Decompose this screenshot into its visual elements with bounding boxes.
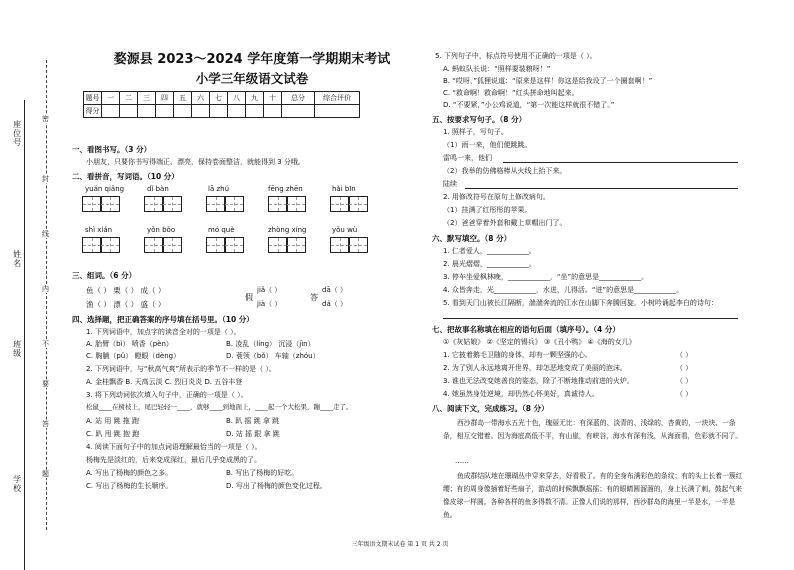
tianzige-box[interactable] <box>82 237 120 253</box>
question-3-sentence: 松鼠____在树枝上，尾巴轻轻一____，就够____到地面上，____起一个大松果，蹦____走了。 <box>86 403 353 411</box>
story-item: 4. 她虽然身处逆境，却仍然心怀美好，真诚待人。 <box>443 390 599 398</box>
pinyin-label: yuán qiǎng <box>85 185 125 193</box>
score-header-cell: 总分 <box>282 92 315 105</box>
question-3: 3. 将下列动词依次填入句子中，正确的一项是（ ）。 <box>86 391 248 399</box>
score-header-cell: 题号 <box>84 92 102 105</box>
section-1-title: 一、看图书写。（3 分） <box>72 145 152 154</box>
score-cell[interactable] <box>315 105 360 118</box>
task-text: （2）爸爸穿着外套和戴上草帽出门了。 <box>443 219 567 227</box>
reading-paragraph: 鱼成群结队地在珊瑚丛中穿来穿去，好看极了。有的全身布满彩色的条纹；有的头上长着一簇红缨；有的周身像插着好些扇子，游动的时候飘飘摇摇；有的眼睛圆溜溜的，身上长满了刺，鼓起气来像皮球一样圆。各种各样的鱼多得数不清。正像人们说的那样，西沙群岛的海里一半是水，一半是鱼。 <box>443 472 743 519</box>
score-cell[interactable] <box>228 105 246 118</box>
tianzige-box[interactable] <box>330 237 368 253</box>
question-5: 5. 下列句子中，标点符号使用不正确的一项是（ ）。 <box>435 52 597 60</box>
tianzige-box[interactable] <box>144 196 182 212</box>
answer-paren[interactable]: （ ） <box>676 364 693 372</box>
polyphone-reading: jiǎ（ ） <box>257 286 282 294</box>
option: A. 胎臂（bì） 喷香（pèn） <box>86 340 173 348</box>
answer-prefix: 雷鸣一来，他们 <box>443 154 492 162</box>
seal-char: 线 <box>42 230 49 238</box>
question-4: 4. 阅读下面句子中的加点词语理解最恰当的一项是（ ）。 <box>86 443 262 451</box>
answer-line[interactable] <box>503 162 738 163</box>
option: C. 趴 甩 跳 抱 跑 <box>86 430 140 438</box>
question-1: 1. 下列词语中，加点字的读音全对的一项是（ ）。 <box>86 328 241 336</box>
answer-prefix: 陆续 <box>443 180 457 188</box>
tianzige-box[interactable] <box>144 237 182 253</box>
task-text: （1）挂满了红彤彤的苹果。 <box>443 206 532 214</box>
reading-paragraph: 西沙群岛一带海水五光十色，瑰丽无比：有深蓝的、淡青的、浅绿的、杏黄的，一块块、一条条，相互交错着。因为海底高低不平，有山崖，有峡谷，海水有深有浅，从海面看，色彩就不同了。 <box>443 419 743 440</box>
score-header-cell: 八 <box>228 92 246 105</box>
story-item: 3. 谁也无法改变她善良的姿态，除了不断地推动前进的火炉。 <box>443 377 634 385</box>
task-text: （2）我举的仿佛格棒从火线上抬下来。 <box>443 167 567 175</box>
name-label: 姓名 <box>12 250 22 268</box>
score-cell[interactable] <box>246 105 264 118</box>
seal-char: 内 <box>42 285 49 293</box>
fill-blank: 1. 仁者爱人，____________。 <box>443 247 536 255</box>
answer-paren[interactable]: （ ） <box>676 377 693 385</box>
fill-blank: 5. 看到天门山被长江隔断，湍湍奔流的江水在山脚下奔腾回旋，小树吟诵起李白的诗句： <box>443 299 718 307</box>
section-8-title: 八、阅读下文，完成练习。（8 分） <box>432 404 549 413</box>
option: A. 写出了杨梅的颜色之多。 <box>86 469 173 477</box>
story-options: ①《灰姑娘》 ②《坚定的锡兵》 ③《丑小鸭》 ④《海的女儿》 <box>443 338 636 346</box>
score-header-cell: 三 <box>138 92 156 105</box>
pinyin-label: hǎi bīn <box>332 185 356 193</box>
option: D. 站 摇 跟 拿 跳 <box>226 430 280 438</box>
option: D. “不要紧，”小公鸡说道，“第一次能这样就很不错了。” <box>443 101 615 109</box>
tianzige-box[interactable] <box>206 237 244 253</box>
fill-blank: 2. 晨光熠熠，____________。 <box>443 260 536 268</box>
exam-title: 婺源县 2023～2024 学年度第一学期期末考试 <box>113 52 391 67</box>
score-cell[interactable] <box>174 105 192 118</box>
score-cell[interactable] <box>120 105 138 118</box>
score-cell[interactable] <box>156 105 174 118</box>
task-text: 2. 用修改符号在原句上修改病句。 <box>443 193 550 201</box>
seal-char: 答 <box>42 420 49 428</box>
option: B. 凌乱（líng） 沉浸（jìn） <box>226 340 315 348</box>
section-4-title: 四、选择题，把正确答案的序号填在括号里。（10 分） <box>72 315 254 324</box>
answer-paren[interactable]: （ ） <box>676 351 693 359</box>
polyphone-reading: dā（ ） <box>322 286 347 294</box>
score-cell[interactable] <box>138 105 156 118</box>
tianzige-box[interactable] <box>268 237 306 253</box>
story-item: 1. 它披着鹅毛卫随的身体，却有一颗坚强的心。 <box>443 351 592 359</box>
tianzige-box[interactable] <box>206 196 244 212</box>
option: D. 蓑领（bǒ） 车轴（zhóu） <box>226 352 320 360</box>
score-header-cell: 五 <box>174 92 192 105</box>
score-cell[interactable] <box>192 105 210 118</box>
tianzige-box[interactable] <box>268 196 306 212</box>
story-item: 2. 为了别人永远地离开世界，却怎恶地变成了美丽的泡沫。 <box>443 364 627 372</box>
seat-number-label: 座位号 <box>12 120 22 147</box>
answer-paren[interactable]: （ ） <box>676 390 693 398</box>
score-cell[interactable] <box>210 105 228 118</box>
score-cell[interactable] <box>102 105 120 118</box>
option-row: A. 金桂飘香 B. 天高云淡 C. 烈日炎炎 D. 五谷丰登 <box>86 378 243 386</box>
section-2-title: 二、看拼音，写词语。（10 分） <box>72 172 179 181</box>
score-cell[interactable] <box>264 105 282 118</box>
option: C. 胸脯（pǔ） 瞪眼（dèng） <box>86 352 181 360</box>
fill-blank: 3. 停车坐爱枫林晚，____________，“坐”的意思是____________。 <box>443 273 649 281</box>
polyphone-reading: jià（ ） <box>257 300 282 308</box>
page-footer: 三年级语文期末试卷 第 1 页 共 2 页 <box>351 541 449 548</box>
binding-strip <box>0 40 60 540</box>
score-header-cell: 七 <box>210 92 228 105</box>
fill-line <box>24 100 25 570</box>
option: A. 站 用 跳 拖 跑 <box>86 417 140 425</box>
question-2: 2. 下列词语中，与“秋高气爽”所表示的季节不一样的是（ ）。 <box>86 365 276 373</box>
seal-char: 要 <box>42 380 49 388</box>
ellipsis: …… <box>455 457 469 465</box>
seal-char: 密 <box>42 115 49 123</box>
section-6-title: 六、默写填空。（8 分） <box>432 234 512 243</box>
polyphone-char: 答 <box>310 293 318 302</box>
score-header-cell: 四 <box>156 92 174 105</box>
word-group-row: 渔（ ） 漂（ ） 盛（ ） <box>86 300 166 309</box>
score-header-cell: 综合评价 <box>315 92 360 105</box>
score-header-cell: 六 <box>192 92 210 105</box>
option: B. 写出了杨梅的好吃。 <box>226 469 299 477</box>
pinyin-label: yǒn bǒo <box>147 226 176 234</box>
answer-line[interactable] <box>465 188 738 189</box>
seal-char: 不 <box>42 340 49 348</box>
seal-char: 封 <box>42 175 49 183</box>
class-label: 班级 <box>12 340 22 358</box>
seal-line <box>46 60 47 530</box>
word-group-row: 鱼（ ） 栗（ ） 成（ ） <box>86 286 166 295</box>
pinyin-label: dǐ bàn <box>147 185 169 193</box>
pinyin-label: mó què <box>208 226 235 234</box>
pinyin-label: fēng zhēn <box>268 185 303 193</box>
score-header-cell: 九 <box>246 92 264 105</box>
tianzige-box[interactable] <box>330 196 368 212</box>
section-1-text: 小朋友，只要你书写得端正、漂亮，保持卷面整洁，就能得到 3 分哦。 <box>86 158 305 166</box>
option: B. “哎呀，”狐狸说道：“原来是这样！你这是给我设了一个圈套啊！” <box>443 77 653 85</box>
pinyin-label: zhòng xíng <box>268 226 307 234</box>
option: B. 趴 摇 跳 拿 跳 <box>226 417 280 425</box>
exam-subtitle: 小学三年级语文试卷 <box>195 71 309 86</box>
section-3-title: 三、组词。（6 分） <box>72 271 137 280</box>
score-header-cell: 二 <box>120 92 138 105</box>
answer-line[interactable] <box>443 318 738 319</box>
score-header-cell: 得分 <box>84 105 102 118</box>
pinyin-label: shì xián <box>85 226 113 234</box>
tianzige-box[interactable] <box>82 196 120 212</box>
school-label: 学校 <box>12 475 22 493</box>
score-header-cell: 十 <box>264 92 282 105</box>
option: A. 蚂蚁队长说：“照样要装粮呀！” <box>443 65 551 73</box>
polyphone-reading: dá（ ） <box>322 300 347 308</box>
pinyin-label: lā zhú <box>208 185 230 193</box>
polyphone-char: 假 <box>245 293 253 302</box>
score-header-cell: 一 <box>102 92 120 105</box>
score-cell[interactable] <box>282 105 315 118</box>
task-text: 1. 照样子，写句子。 <box>443 128 508 136</box>
pinyin-label: yǒu wù <box>332 226 358 234</box>
option: C. “救命啊！救命啊！”红头拼命地叫起来。 <box>443 89 579 97</box>
section-7-title: 七、把故事名称填在相应的语句后面（填序号）。（4 分） <box>432 325 620 334</box>
option: C. 写出了杨梅的生长顺序。 <box>86 482 173 490</box>
question-4-sentence: 杨梅先是淡红的，后来变成深红，最后几乎变成黑的了。 <box>86 456 261 464</box>
task-text: （1）雨一来，他们便跳跳。 <box>443 141 532 149</box>
fill-blank: 4. 众皆奔走，光____________，水迸，儿得活。“迸”的意思是____________。 <box>443 286 684 294</box>
option: D. 写出了杨梅的颜色变化过程。 <box>226 482 327 490</box>
seal-char: 题 <box>42 470 49 478</box>
section-5-title: 五、按要求写句子。（8 分） <box>432 115 527 124</box>
score-table <box>83 91 360 118</box>
